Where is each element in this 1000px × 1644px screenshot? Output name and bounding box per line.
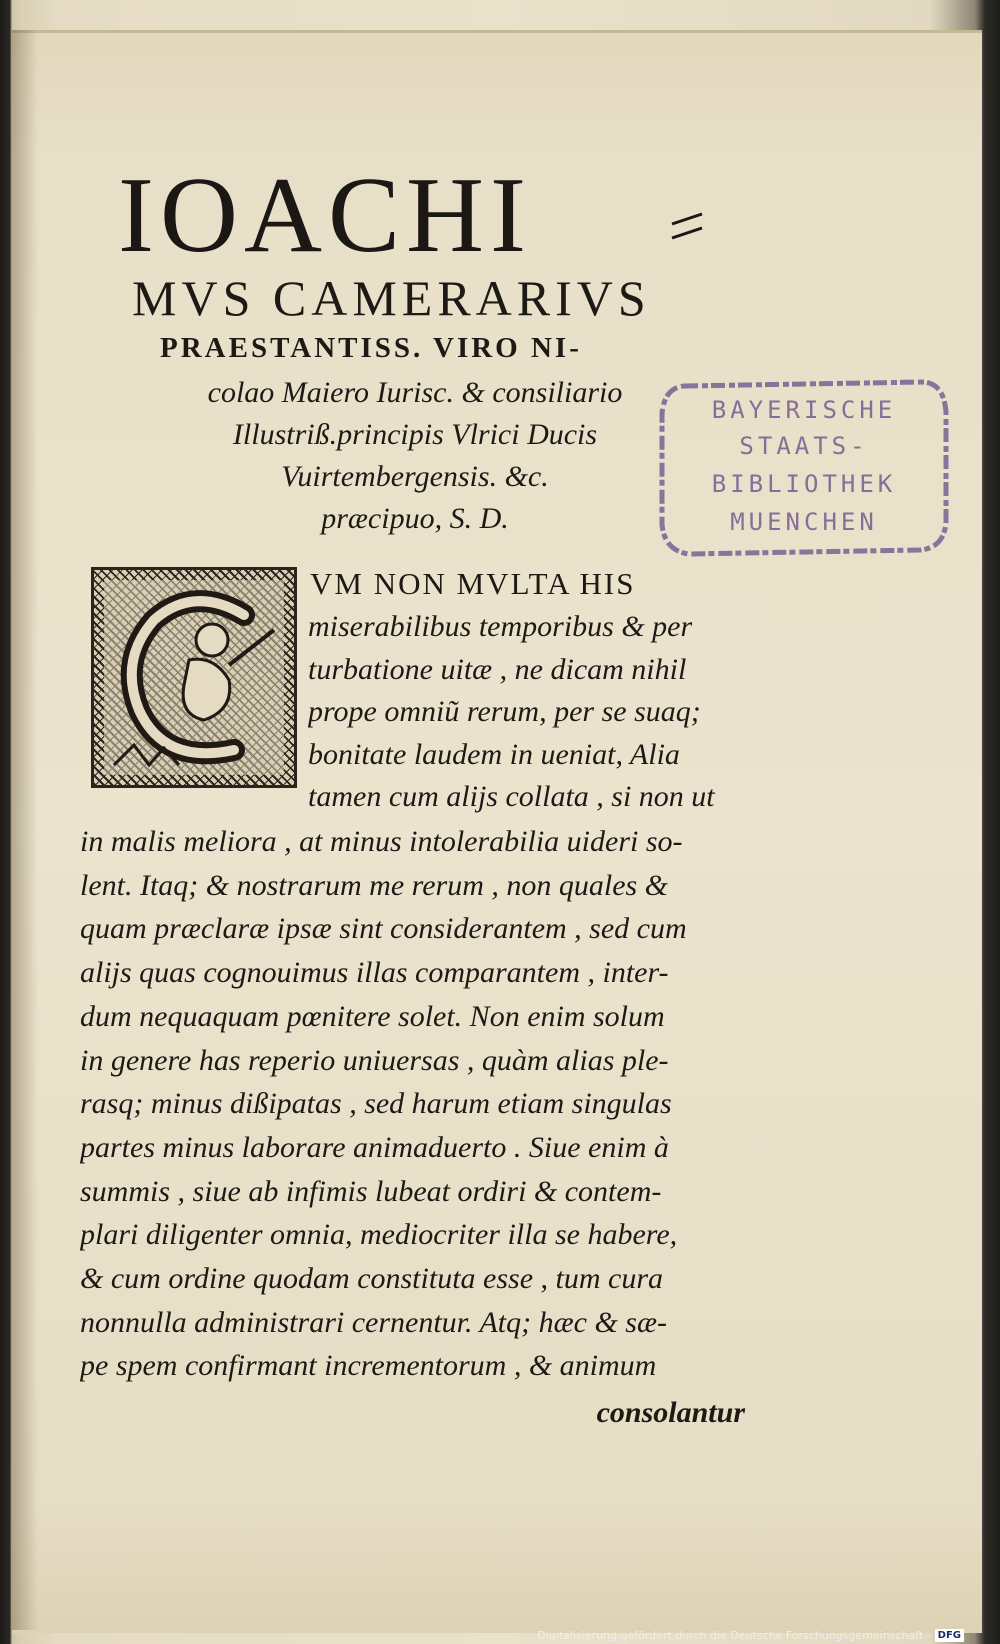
address-line: præcipuo, S. D.	[321, 502, 509, 535]
stamp-line: BIBLIOTHEK	[711, 470, 897, 498]
address-line: colao Maiero Iurisc. & consiliario	[207, 376, 623, 409]
text-line: plari diligenter omnia, mediocriter illa se habere,	[80, 1218, 678, 1252]
title-line-1: IOACHI	[118, 156, 532, 275]
text-line: prope omniũ rerum, per se suaq;	[308, 695, 701, 728]
address-line: Illustriß.principis Vlrici Ducis	[232, 418, 598, 451]
text-line: pe spem confirmant incrementorum , & animum	[80, 1349, 657, 1383]
stamp-line: STAATS-	[739, 432, 869, 460]
text-line: nonnulla administrari cernentur. Atq; hæc & sæ-	[80, 1305, 667, 1339]
stamp-line: MUENCHEN	[730, 508, 878, 536]
text-line: dum nequaquam pœnitere solet. Non enim solum	[80, 999, 665, 1033]
dfg-logo-icon: DFG	[935, 1629, 964, 1642]
text-line: in genere has reperio uniuersas , quàm alias ple-	[80, 1043, 669, 1077]
body-first-line: VM NON MVLTA HIS	[310, 566, 636, 601]
address-line: Vuirtembergensis. &c.	[281, 460, 549, 493]
text-line: alijs quas cognouimus illas comparantem , inter-	[80, 956, 669, 990]
text-line: turbatione uitæ , ne dicam nihil	[308, 652, 687, 686]
text-line: & cum ordine quodam constituta esse , tum cura	[80, 1262, 663, 1296]
title-line-2: MVS CAMERARIVS	[132, 270, 651, 326]
text-line: partes minus laborare animaduerto . Siue enim à	[80, 1130, 669, 1164]
digitization-credit	[537, 1629, 964, 1642]
text-line: in malis meliora , at minus intolerabilia uideri so-	[80, 825, 683, 858]
stamp-line: BAYERISCHE	[711, 396, 897, 424]
address-block	[150, 372, 680, 540]
text-line: tamen cum alijs collata , si non ut	[308, 780, 715, 813]
text-line: quam præclaræ ipsæ sint considerantem , sed cum	[80, 912, 687, 946]
body-full-lines	[80, 820, 750, 1388]
body-indented-lines	[308, 606, 748, 819]
text-line: summis , siue ab infimis lubeat ordiri & contem-	[80, 1174, 662, 1208]
text-line: rasq; minus dißipatas , sed harum etiam singulas	[80, 1087, 672, 1121]
credit-text: Digitalisierung gefördert durch die Deutsche Forschungsgemeinschaft -	[537, 1629, 931, 1642]
text-line: lent. Itaq; & nostrarum me rerum , non quales &	[80, 868, 669, 902]
catchword: consolantur	[596, 1396, 745, 1429]
spine-shadow	[12, 30, 38, 1630]
title-line-3: PRAESTANTISS. VIRO NI-	[160, 332, 582, 364]
double-hyphen-icon	[670, 212, 704, 242]
woodcut-initial-c-icon	[91, 567, 297, 788]
text-line: miserabilibus temporibus & per	[308, 610, 693, 643]
text-line: bonitate laudem in ueniat, Alia	[308, 737, 680, 771]
